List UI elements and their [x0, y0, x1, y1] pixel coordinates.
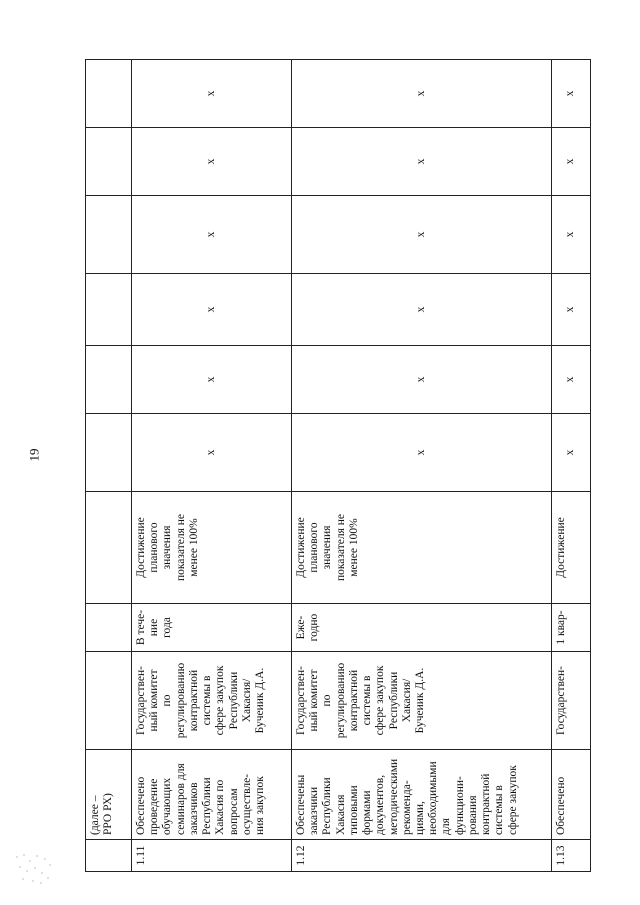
table-row: [292, 60, 552, 872]
mark-cell: х: [292, 60, 552, 128]
mark-cell: х: [292, 128, 552, 196]
term-cell: 1 квар-: [552, 604, 591, 652]
mark-cell: х: [292, 274, 552, 346]
plan-table: [85, 59, 591, 872]
table-row: [86, 60, 132, 872]
mark-cell: х: [132, 274, 292, 346]
header-mark-cell: [86, 128, 132, 196]
header-mark-cell: [86, 414, 132, 492]
mark-cell: х: [552, 128, 591, 196]
mark-cell: х: [552, 274, 591, 346]
mark-cell: х: [552, 196, 591, 274]
mark-cell: х: [132, 128, 292, 196]
header-result-cell: [86, 492, 132, 604]
header-mark-cell: [86, 60, 132, 128]
mark-cell: х: [132, 60, 292, 128]
mark-cell: х: [552, 414, 591, 492]
mark-cell: х: [292, 346, 552, 414]
mark-cell: х: [132, 196, 292, 274]
table-row: [552, 60, 591, 872]
table-row: [132, 60, 292, 872]
row-number-cell: 1.11: [132, 840, 292, 872]
mark-cell: х: [552, 346, 591, 414]
header-term-cell: [86, 604, 132, 652]
mark-cell: х: [292, 414, 552, 492]
term-cell: Еже- годно: [292, 604, 552, 652]
header-mark-cell: [86, 346, 132, 414]
responsible-cell: Государствен- ный комитет по регулированию контрактной системы в сфере закупок Республики Хакасия/ Бучеиик Д.А.: [292, 652, 552, 750]
header-measure-cell: (далее – РРО РХ): [86, 750, 132, 840]
scan-artifact: [14, 852, 54, 888]
row-number-cell: 1.13: [552, 840, 591, 872]
term-cell: В тече- ние года: [132, 604, 292, 652]
measure-cell: Обеспечено: [552, 750, 591, 840]
result-cell: Достижение: [552, 492, 591, 604]
responsible-cell: Государствен-: [552, 652, 591, 750]
responsible-cell: Государствен- ный комитет по регулированию контрактной системы в сфере закупок Республики Хакасия/ Бучеиик Д.А.: [132, 652, 292, 750]
mark-cell: х: [132, 346, 292, 414]
page-number: 19: [26, 448, 42, 462]
row-number-cell: 1.12: [292, 840, 552, 872]
measure-cell: Обеспечено проведение обучающих семинаров для заказчиков Республики Хакасия по вопросам осуществле- ния закупок: [132, 750, 292, 840]
measure-cell: Обеспечены заказчики Республики Хакасия типовыми формами документов, методическими рекоменда- циями, необходимыми для функциони- рования контрактной системы в сфере закупок: [292, 750, 552, 840]
mark-cell: х: [552, 60, 591, 128]
header-mark-cell: [86, 274, 132, 346]
result-cell: Достижение планового значения показателя не менее 100%: [292, 492, 552, 604]
header-responsible-cell: [86, 652, 132, 750]
rotated-table-container: [85, 60, 590, 872]
mark-cell: х: [132, 414, 292, 492]
mark-cell: х: [292, 196, 552, 274]
header-mark-cell: [86, 196, 132, 274]
result-cell: Достижение планового значения показателя не менее 100%: [132, 492, 292, 604]
header-num-cell: [86, 840, 132, 872]
